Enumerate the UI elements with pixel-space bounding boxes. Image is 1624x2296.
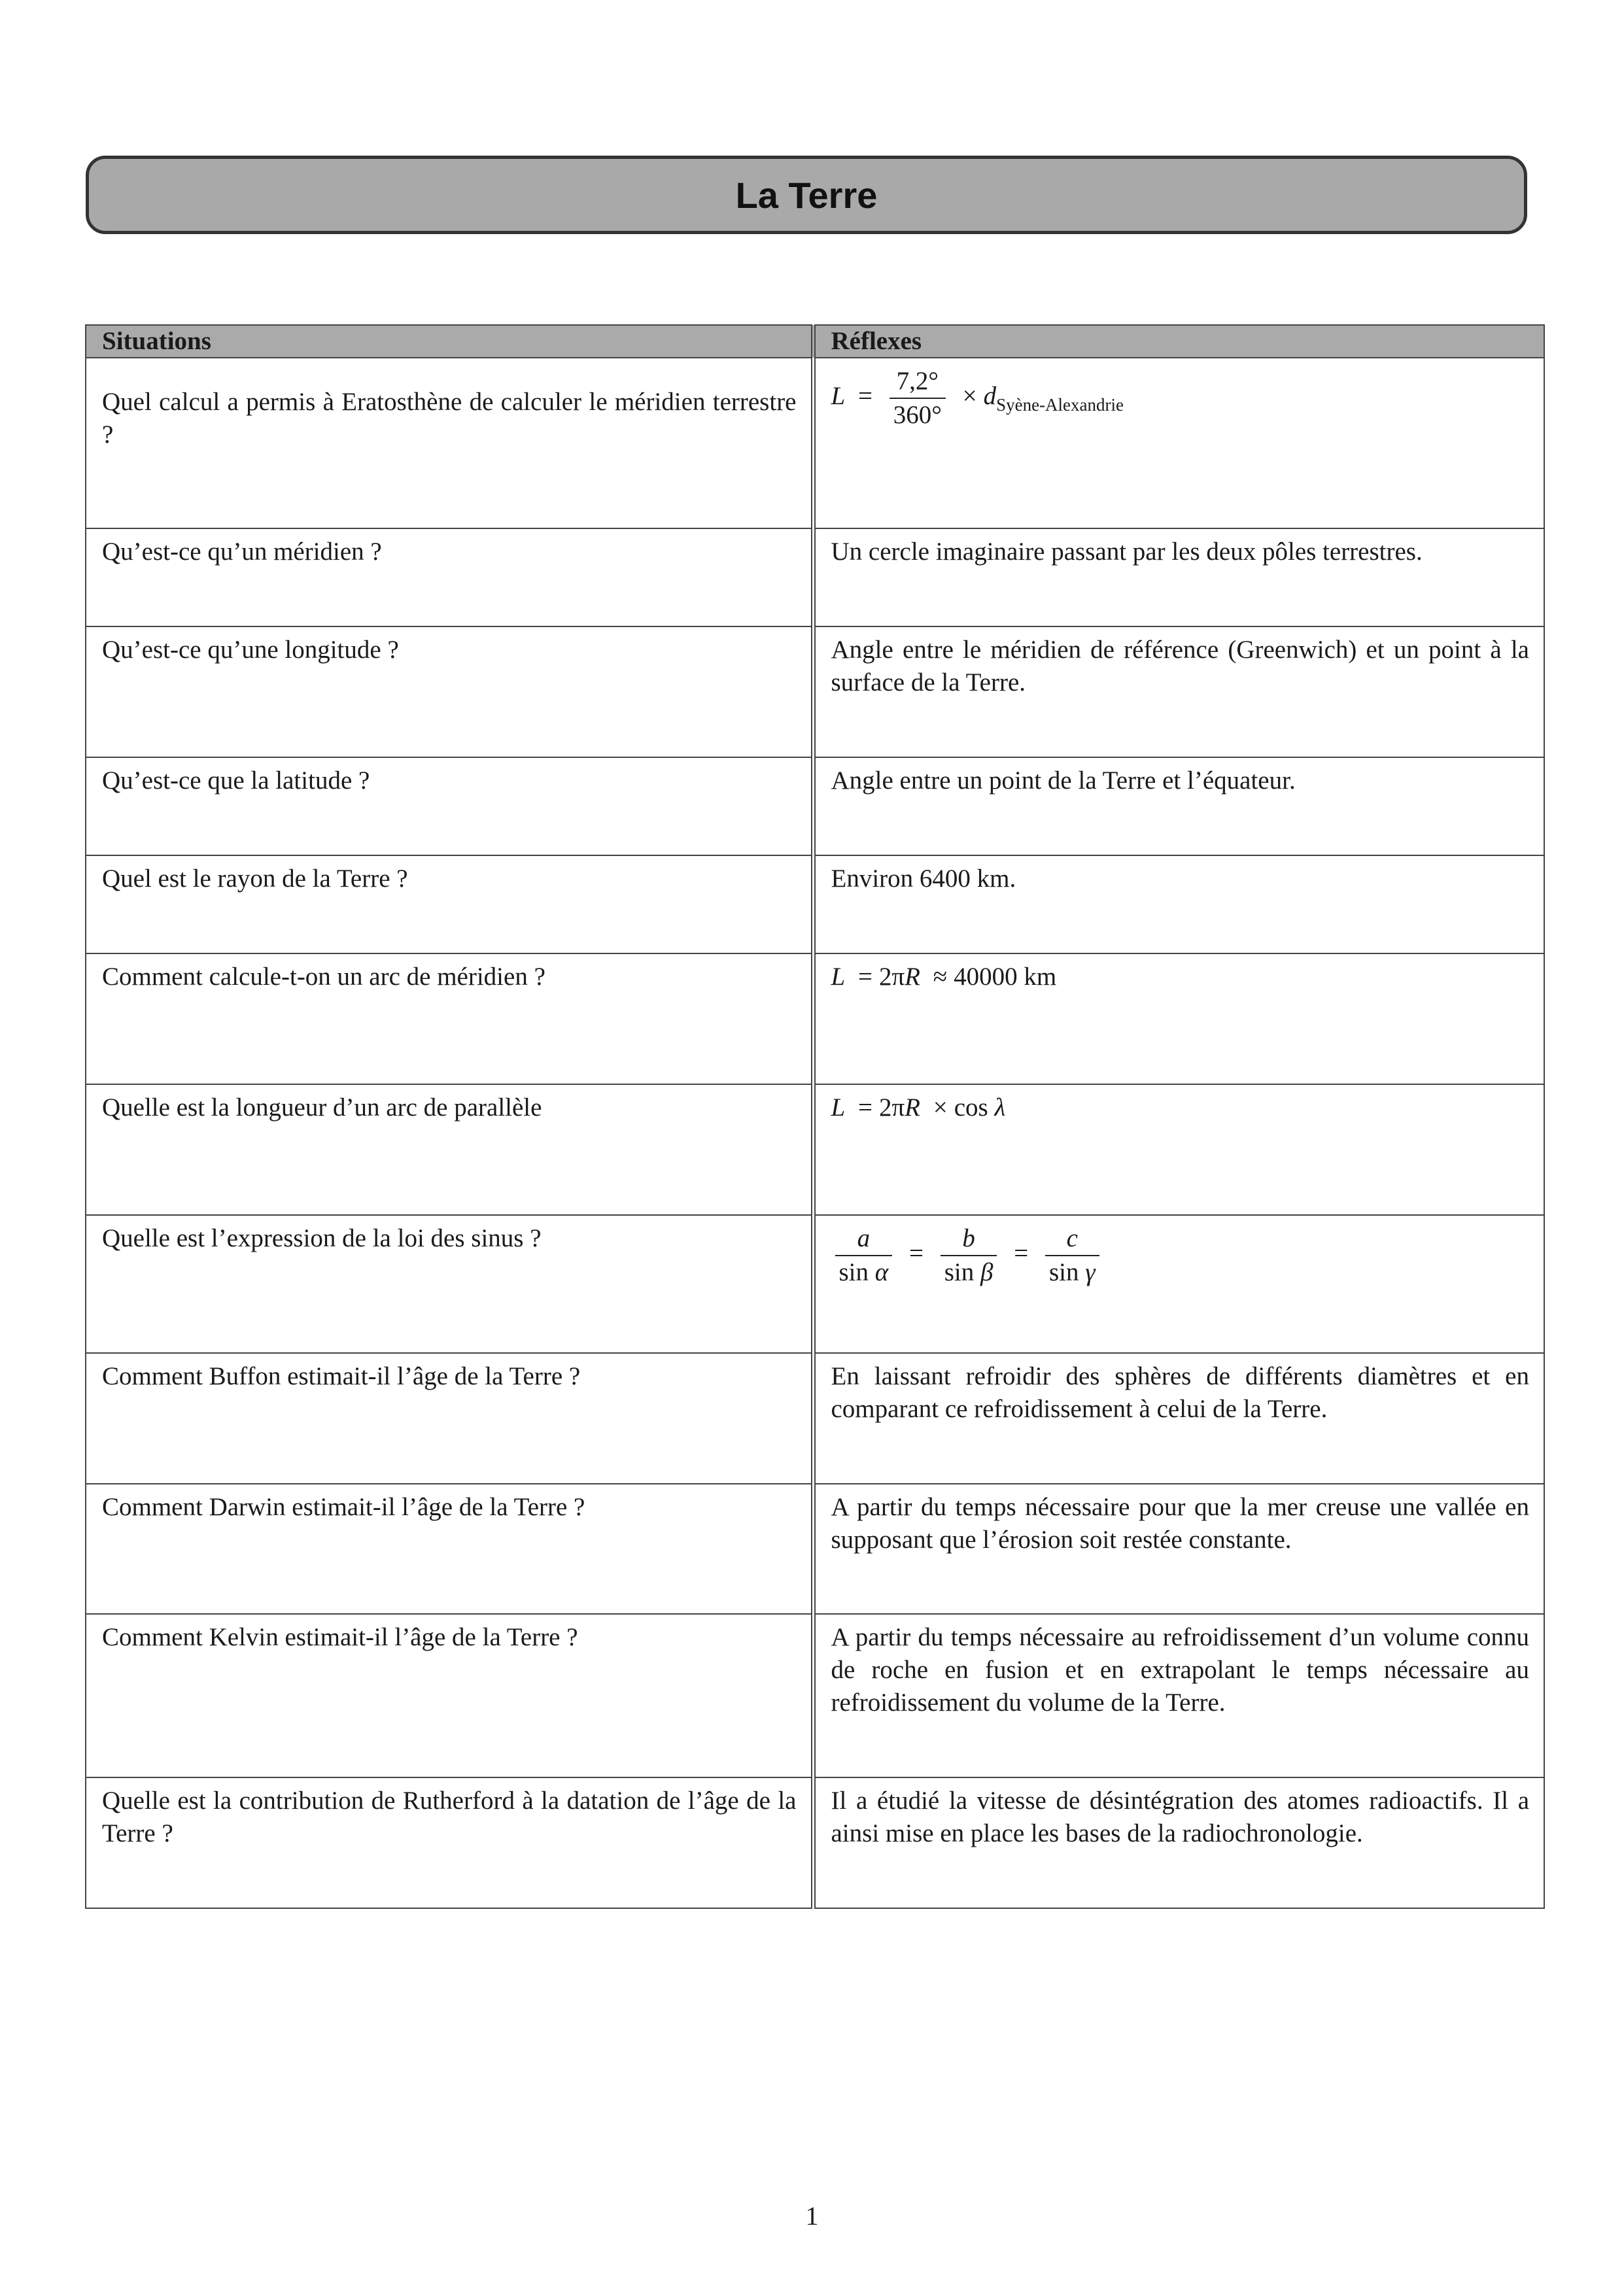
fraction-numerator: b — [962, 1224, 975, 1252]
question-cell: Quelle est la longueur d’un arc de parallèle — [86, 1084, 813, 1215]
answer-formula-cell — [813, 1215, 1544, 1353]
fraction-numerator: 7,2° — [896, 367, 939, 395]
formula-function: sin — [944, 1258, 975, 1286]
formula-value: 40000 km — [954, 963, 1057, 991]
table-row — [86, 1777, 1544, 1908]
page-title: La Terre — [735, 174, 878, 216]
question-cell: Qu’est-ce qu’une longitude ? — [86, 626, 813, 757]
formula-angle: λ — [994, 1093, 1006, 1122]
table-row — [86, 358, 1544, 528]
formula-angle: β — [980, 1258, 993, 1286]
formula-lhs: L — [831, 963, 846, 991]
formula-eq: = — [857, 381, 872, 410]
table-row — [86, 1484, 1544, 1614]
fraction-numerator: a — [857, 1224, 871, 1252]
question-cell: Qu’est-ce qu’un méridien ? — [86, 528, 813, 626]
formula-coefficient: 2π — [878, 1093, 905, 1122]
table-row — [86, 1084, 1544, 1215]
page-number: 1 — [805, 2201, 819, 2231]
header-situations: Situations — [86, 325, 813, 358]
formula-fraction — [941, 1222, 997, 1289]
table-row — [86, 1215, 1544, 1353]
formula-angle: γ — [1085, 1258, 1096, 1286]
fraction-denominator — [835, 1255, 893, 1289]
answer-cell: Un cercle imaginaire passant par les deux pôles terrestres. — [813, 528, 1544, 626]
answer-cell: Il a étudié la vitesse de désintégration des atomes radioactifs. Il a ainsi mise en place les bases de la radiochronologie. — [813, 1777, 1544, 1908]
formula-eq: = — [857, 963, 872, 991]
answer-cell: Angle entre un point de la Terre et l’équateur. — [813, 757, 1544, 855]
fraction-denominator — [941, 1255, 997, 1289]
formula-subscript: Syène-Alexandrie — [996, 394, 1124, 415]
answer-cell: A partir du temps nécessaire pour que la mer creuse une vallée en supposant que l’érosion soit restée constante. — [813, 1484, 1544, 1614]
table-row — [86, 757, 1544, 855]
question-cell: Qu’est-ce que la latitude ? — [86, 757, 813, 855]
question-cell: Quel est le rayon de la Terre ? — [86, 855, 813, 953]
formula-function: sin — [838, 1258, 869, 1286]
formula-fraction — [890, 365, 946, 432]
formula-times: × — [962, 381, 977, 410]
formula-fraction — [835, 1222, 893, 1289]
fraction-denominator: 360° — [890, 398, 946, 432]
formula-eq: = — [909, 1239, 924, 1267]
table-row — [86, 855, 1544, 953]
formula-times: × — [933, 1093, 948, 1122]
formula-function: cos — [954, 1093, 988, 1122]
table-row — [86, 528, 1544, 626]
formula-eq: = — [857, 1093, 872, 1122]
table-row — [86, 1614, 1544, 1777]
question-cell: Comment calcule-t-on un arc de méridien ? — [86, 953, 813, 1084]
formula-lhs: L — [831, 1093, 846, 1122]
question-cell: Quelle est l’expression de la loi des sinus ? — [86, 1215, 813, 1353]
formula-function: sin — [1048, 1258, 1079, 1286]
question-cell: Quel calcul a permis à Eratosthène de calculer le méridien terrestre ? — [86, 358, 813, 528]
question-cell: Quelle est la contribution de Rutherford à la datation de l’âge de la Terre ? — [86, 1777, 813, 1908]
header-reflexes: Réflexes — [813, 325, 1544, 358]
formula-fraction — [1045, 1222, 1099, 1289]
formula-coefficient: 2π — [878, 963, 905, 991]
fraction-denominator — [1045, 1255, 1099, 1289]
table-row — [86, 953, 1544, 1084]
formula-approx: ≈ — [933, 963, 948, 991]
answer-cell: Environ 6400 km. — [813, 855, 1544, 953]
formula-lhs: L — [831, 381, 846, 410]
formula-radius: R — [905, 963, 920, 991]
question-cell: Comment Kelvin estimait-il l’âge de la Terre ? — [86, 1614, 813, 1777]
answer-cell: Angle entre le méridien de référence (Greenwich) et un point à la surface de la Terre. — [813, 626, 1544, 757]
table-header-row — [86, 325, 1544, 358]
answer-formula-cell — [813, 953, 1544, 1084]
formula-eq: = — [1014, 1239, 1029, 1267]
formula-angle: α — [874, 1258, 889, 1286]
question-cell: Comment Darwin estimait-il l’âge de la Terre ? — [86, 1484, 813, 1614]
formula-radius: R — [905, 1093, 920, 1122]
formula-distance: d — [983, 381, 997, 410]
answer-cell: A partir du temps nécessaire au refroidissement d’un volume connu de roche en fusion et en extrapolant le temps nécessaire au refroidissement du volume de la Terre. — [813, 1614, 1544, 1777]
answer-cell: En laissant refroidir des sphères de différents diamètres et en comparant ce refroidissement à celui de la Terre. — [813, 1353, 1544, 1484]
table-row — [86, 1353, 1544, 1484]
table-row — [86, 626, 1544, 757]
question-cell: Comment Buffon estimait-il l’âge de la Terre ? — [86, 1353, 813, 1484]
answer-formula-cell — [813, 1084, 1544, 1215]
title-banner — [86, 156, 1527, 234]
fraction-numerator: c — [1066, 1224, 1078, 1252]
answer-formula-cell — [813, 358, 1544, 528]
reflexes-table — [85, 324, 1545, 1909]
